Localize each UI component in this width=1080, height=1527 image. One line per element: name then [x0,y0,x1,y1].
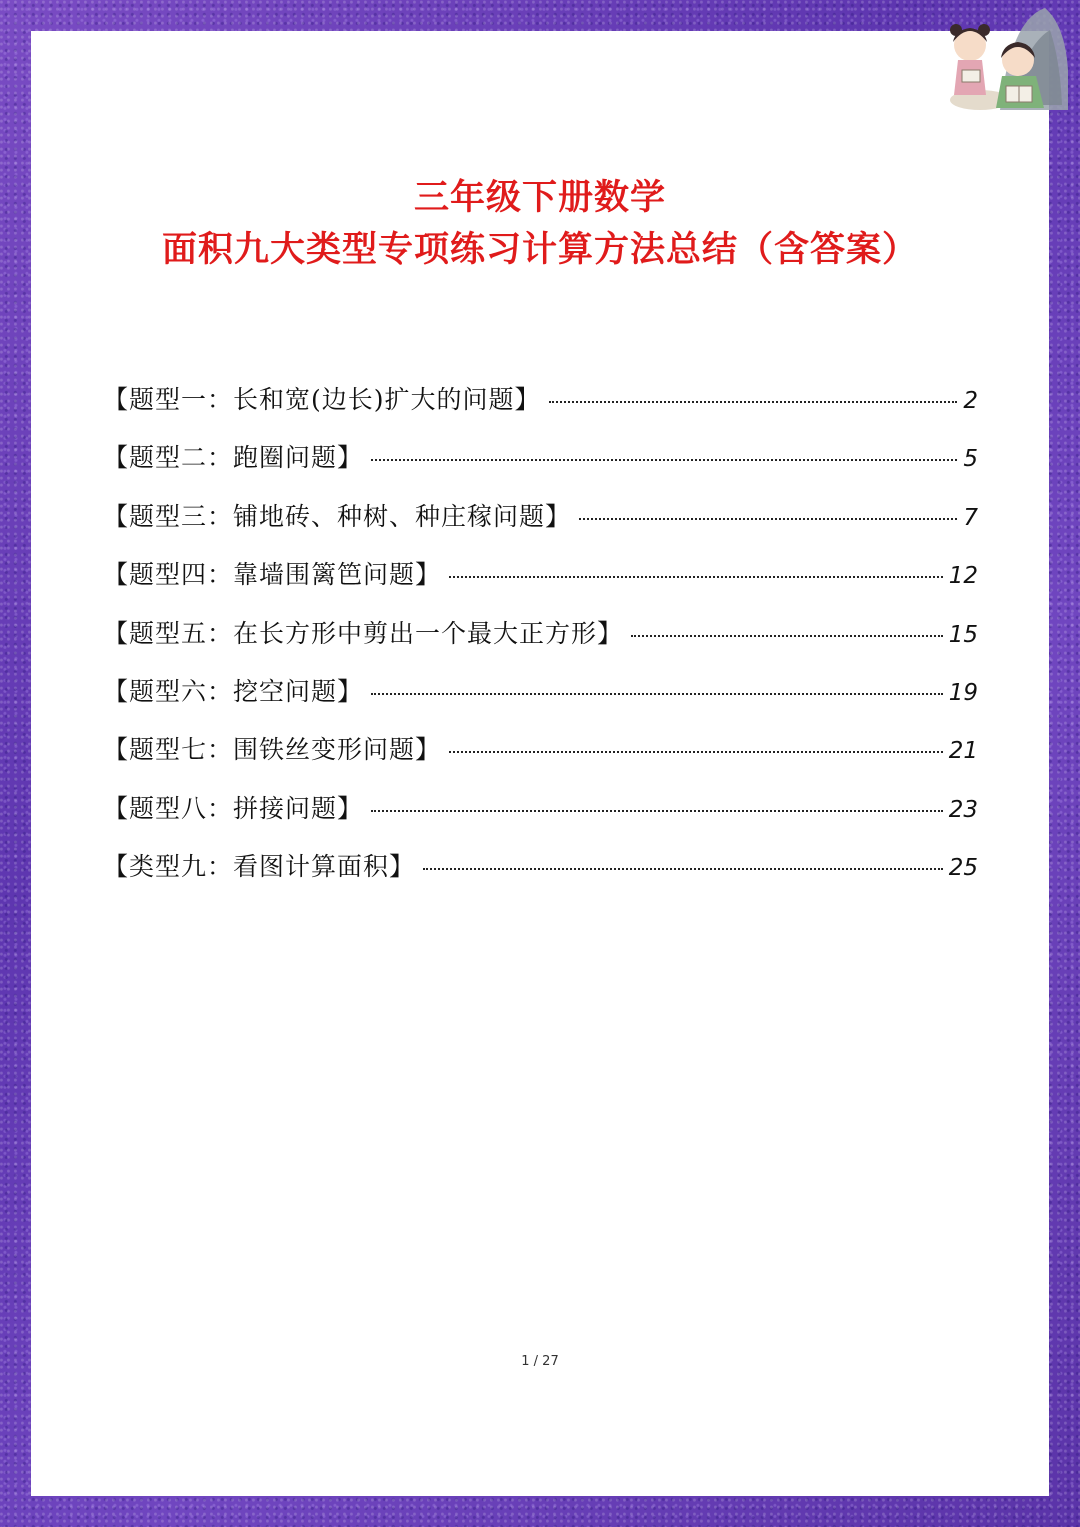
toc-dot-leader [371,459,957,461]
toc-entry-page: 7 [963,504,978,531]
toc-entry[interactable] [103,555,978,613]
toc-entry[interactable] [103,438,978,496]
toc-entry-label: 【题型八：拼接问题】 [103,793,364,823]
toc-entry-page: 25 [948,855,978,882]
toc-dot-leader [371,810,943,812]
table-of-contents [103,380,978,906]
toc-entry[interactable] [103,789,978,847]
page-number: 1 / 27 [521,1354,559,1369]
toc-dot-leader [549,401,958,403]
toc-dot-leader [631,635,943,637]
toc-entry-page: 21 [948,738,978,765]
toc-dot-leader [423,868,943,870]
toc-entry[interactable] [103,380,978,438]
toc-entry-label: 【题型三：铺地砖、种树、种庄稼问题】 [103,501,572,531]
toc-dot-leader [449,751,943,753]
toc-dot-leader [579,518,957,520]
toc-entry[interactable] [103,497,978,555]
toc-dot-leader [371,693,943,695]
toc-entry-label: 【题型一：长和宽(边长)扩大的问题】 [103,385,541,414]
toc-entry[interactable] [103,847,978,905]
toc-entry-page: 5 [963,446,978,473]
toc-entry[interactable] [103,672,978,730]
toc-entry-label: 【题型七：围铁丝变形问题】 [103,735,442,765]
toc-entry-label: 【题型二：跑圈问题】 [103,443,364,473]
toc-entry-page: 23 [948,796,978,823]
toc-entry-label: 【题型五：在长方形中剪出一个最大正方形】 [103,618,624,648]
toc-entry-label: 【题型六：挖空问题】 [103,676,364,706]
toc-entry-page: 15 [948,621,978,648]
toc-entry-page: 19 [948,679,978,706]
reading-children-illustration [940,0,1070,125]
document-title: 三年级下册数学 [413,178,666,218]
toc-entry-page: 2 [963,388,978,414]
toc-entry-label: 【题型四：靠墙围篱笆问题】 [103,560,442,590]
toc-entry[interactable] [103,730,978,788]
toc-dot-leader [449,576,943,578]
document-subtitle: 面积九大类型专项练习计算方法总结（含答案） [161,230,918,270]
toc-entry-label: 【类型九：看图计算面积】 [103,852,416,882]
toc-entry-page: 12 [948,563,978,590]
toc-entry[interactable] [103,614,978,672]
